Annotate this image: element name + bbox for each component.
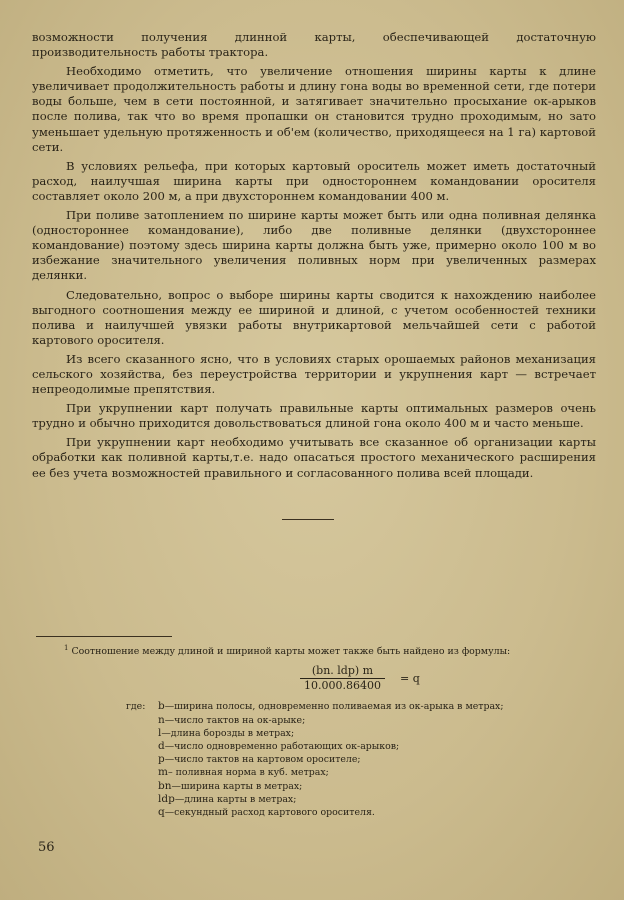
legend-text: —число тактов на картовом оросителе; [164, 754, 361, 766]
legend-symbol: b [158, 700, 165, 713]
formula-denominator: 10.000.86400 [304, 679, 381, 693]
legend-text: —секундный расход картового оросителя. [164, 806, 375, 818]
page-number: 56 [38, 840, 55, 855]
formula-fraction [300, 664, 385, 693]
legend-symbol: l [158, 726, 162, 739]
formula [46, 664, 594, 698]
footnote-rule [36, 636, 172, 637]
legend-symbol: d [158, 739, 165, 752]
legend-text: —длина карты в метрах; [174, 793, 297, 805]
footnote-intro: Соотношение между длиной и шириной карты может также быть найдено из формулы: [71, 646, 511, 658]
legend-item [158, 700, 594, 713]
legend-list [158, 700, 594, 819]
legend-item [158, 766, 594, 779]
paragraph: При укрупнении карт необходимо учитывать все сказанное об организации карты обработки как поливной карты,т.е. надо опасаться простого механического расширения ее без учета возможностей правильного и согласованного полива всей площади. [32, 435, 596, 480]
legend-where: где: [126, 701, 146, 713]
legend-text: —ширина карты в метрах; [171, 780, 303, 792]
formula-result: = q [400, 672, 420, 686]
paragraph: Необходимо отметить, что увеличение отношения ширины карты к длине увеличивает продолжительность работы и длину гона воды во временной сети, где потери воды больше, чем в сети постоянной, и затягивает значительно просыхание ок-арыков после полива, так что во время пропашки он становится трудно проходимым, но зато уменьшает удельную протяженность и об'ем (количество, приходящееся на 1 га) картовой сети. [32, 64, 596, 154]
paragraph: возможности получения длинной карты, обеспечивающей достаточную производительность работы трактора. [32, 30, 596, 60]
legend-item [158, 780, 594, 793]
legend-symbol: ldp [158, 792, 175, 805]
footnote-marker: 1 [64, 644, 69, 652]
paragraph: При укрупнении карт получать правильные карты оптимальных размеров очень трудно и обычно приходится довольствоваться длиной гона около 400 м и часто меньше. [32, 401, 596, 431]
legend-symbol: m [158, 766, 168, 779]
legend-text: —ширина полосы, одновременно поливаемая из ок-арыка в метрах; [164, 701, 504, 713]
legend-text: —число тактов на ок-арыке; [164, 714, 306, 726]
legend-text: —число одновременно работающих ок-арыков; [164, 740, 400, 752]
legend-symbol: n [158, 713, 165, 726]
legend-symbol: bn [158, 779, 172, 792]
formula-legend [46, 700, 594, 819]
legend-item [158, 753, 594, 766]
paragraph: Следовательно, вопрос о выборе ширины карты сводится к нахождению наиболее выгодного соотношения между ее шириной и длиной, с учетом особенностей техники полива и наилучшей увязки работы внутрикартовой мельчайшей сети с работой картового оросителя. [32, 287, 596, 347]
footnote [46, 642, 594, 819]
section-divider [282, 519, 334, 520]
paragraph: Из всего сказанного ясно, что в условиях старых орошаемых районов механизация сельского хозяйства, без переустройства территории и укрупнения карт — встречает непреодолимые препятствия. [32, 351, 596, 397]
paragraph: В условиях рельефа, при которых картовый ороситель может иметь достаточный расход, наилучшая ширина карты при одностороннем командовании оросителя составляет около 200 м, а при двухстороннем командовании 400 м. [32, 158, 596, 203]
legend-text: – поливная норма в куб. метрах; [167, 767, 329, 779]
formula-numerator: (bn. ldp) m [300, 664, 385, 679]
legend-item [158, 714, 594, 727]
legend-symbol: p [158, 753, 165, 766]
legend-item [158, 740, 594, 753]
legend-item [158, 806, 594, 819]
paragraph: При поливе затоплением по ширине карты может быть или одна поливная делянка (одностороннее командование), либо две поливные делянки (двухстороннее командование) поэтому здесь ширина карты должна быть уже, примерно около 100 м во избежание значительного увеличения поливных норм при увеличенных размерах делянки. [32, 208, 596, 283]
legend-item [158, 793, 594, 806]
legend-item [158, 727, 594, 740]
main-text [32, 30, 596, 485]
legend-text: —длина борозды в метрах; [161, 727, 295, 739]
legend-symbol: q [158, 805, 165, 818]
